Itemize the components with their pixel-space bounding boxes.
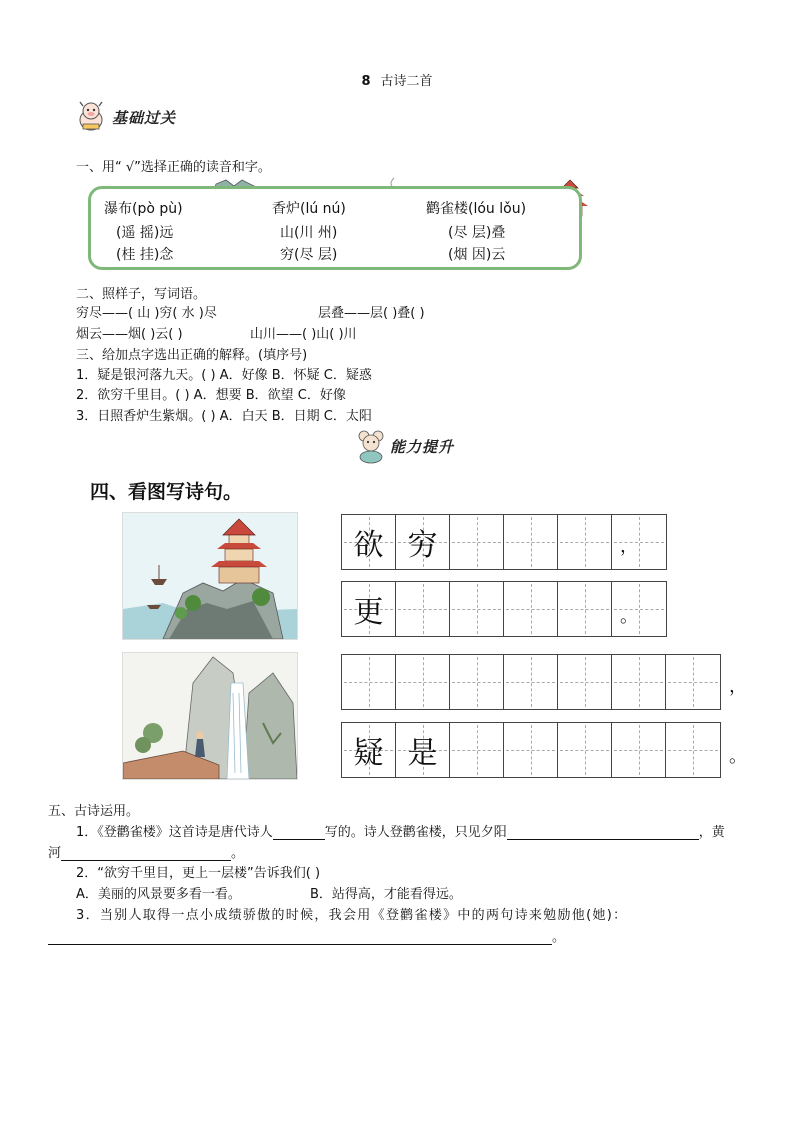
answer-blank[interactable]	[507, 827, 699, 840]
q2-prompt: 二、照样子，写词语。	[76, 287, 207, 302]
grid-cell[interactable]	[666, 655, 720, 709]
grid-cell[interactable]	[450, 515, 504, 569]
q5-item-3-answer: 。	[48, 926, 565, 945]
q1-item-guanian[interactable]: (桂 挂)念	[116, 247, 174, 263]
grid-cell[interactable]	[558, 515, 612, 569]
grid-cell[interactable]	[396, 655, 450, 709]
q4-title: 四、看图写诗句。	[90, 481, 243, 503]
waterfall-landscape-image	[122, 652, 298, 780]
grid-line-1[interactable]	[341, 514, 667, 570]
grid-cell[interactable]: 是	[396, 723, 450, 777]
grid-cell[interactable]	[612, 723, 666, 777]
grid-cell[interactable]	[342, 655, 396, 709]
q2-fill-yanyun[interactable]: 烟云——烟( )云( )	[76, 327, 183, 342]
lesson-title: 古诗二首	[380, 74, 433, 89]
q1-item-guanquelou[interactable]: 鹳雀楼(lóu lǒu)	[426, 201, 527, 217]
tower-landscape-image	[122, 512, 298, 640]
grid-cell[interactable]: 更	[342, 582, 396, 636]
grid-cell[interactable]	[504, 515, 558, 569]
answer-blank[interactable]	[273, 827, 325, 840]
q1-item-shanchuan[interactable]: 山(川 州)	[280, 225, 338, 241]
answer-blank[interactable]	[48, 932, 552, 945]
grid-cell[interactable]	[450, 582, 504, 636]
grid-cell[interactable]	[396, 582, 450, 636]
q1-item-cengdie[interactable]: (尽 层)叠	[448, 225, 506, 241]
grid-cell[interactable]	[504, 723, 558, 777]
grid-cell[interactable]	[504, 582, 558, 636]
grid-cell[interactable]: 疑	[342, 723, 396, 777]
grid-line-3[interactable]	[341, 654, 721, 710]
q3-prompt: 三、给加点字选出正确的解释。(填序号)	[76, 348, 308, 363]
q3-item-3[interactable]: 3．日照香炉生紫烟。( ) A．白天 B．日期 C．太阳	[76, 409, 372, 424]
grid-line-2-punct: 。	[620, 606, 638, 627]
q2-fill-cengdie[interactable]: 层叠——层( )叠( )	[318, 306, 425, 321]
grid-cell[interactable]	[558, 582, 612, 636]
lesson-number: 8	[361, 74, 371, 89]
q3-item-1[interactable]: 1．疑是银河落九天。( ) A．好像 B．怀疑 C．疑惑	[76, 368, 372, 383]
q1-item-yaoyuan[interactable]: (遥 摇)远	[116, 225, 174, 241]
q5-item-1-cont: 河 。	[48, 846, 245, 861]
q5-item-1: 1．《登鹳雀楼》这首诗是唐代诗人 写的。诗人登鹳雀楼，只见夕阳 ，黄	[76, 825, 725, 840]
q1-item-yanyun[interactable]: (烟 因)云	[448, 247, 506, 263]
q5-item-2[interactable]: 2．“欲穷千里目，更上一层楼”告诉我们( )	[76, 866, 321, 881]
q1-item-qiongjin[interactable]: 穷(尽 层)	[280, 247, 338, 263]
mouse-mascot-icon	[356, 428, 386, 464]
q3-item-2[interactable]: 2．欲穷千里目。( ) A．想要 B．欲望 C．好像	[76, 388, 346, 403]
q1-item-xianglu[interactable]: 香炉(lú nú)	[272, 201, 346, 217]
grid-line-3-punct: ，	[729, 676, 747, 697]
grid-cell[interactable]	[504, 655, 558, 709]
q1-prompt: 一、用“ √”选择正确的读音和字。	[76, 160, 271, 175]
section-badge-advanced	[356, 428, 454, 464]
q2-fill-shanchuan[interactable]: 山川——( )山( )川	[250, 327, 357, 342]
grid-cell[interactable]	[558, 655, 612, 709]
cow-mascot-icon	[74, 100, 108, 134]
grid-cell[interactable]: 欲	[342, 515, 396, 569]
q5-option-b[interactable]: B．站得高，才能看得远。	[310, 887, 462, 902]
grid-cell[interactable]	[612, 655, 666, 709]
grid-cell[interactable]	[666, 723, 720, 777]
q5-title: 五、古诗运用。	[48, 804, 140, 819]
grid-line-2[interactable]	[341, 581, 667, 637]
q5-item-3: 3．当别人取得一点小成绩骄傲的时候，我会用《登鹳雀楼》中的两句诗来勉励他(她)：	[76, 908, 628, 923]
badge-basic-text: 基础过关	[112, 108, 177, 127]
grid-line-4[interactable]	[341, 722, 721, 778]
q2-example: 穷尽——( 山 )穷( 水 )尽	[76, 306, 217, 321]
grid-cell[interactable]	[450, 723, 504, 777]
badge-advanced-text: 能力提升	[390, 437, 455, 456]
section-badge-basic	[74, 100, 176, 134]
grid-line-1-punct: ，	[620, 536, 638, 557]
q5-option-a[interactable]: A．美丽的风景要多看一看。	[76, 887, 241, 902]
page-title	[0, 70, 794, 89]
q1-item-pubu[interactable]: 瀑布(pò pù)	[104, 201, 183, 217]
grid-cell[interactable]: 穷	[396, 515, 450, 569]
grid-cell[interactable]	[558, 723, 612, 777]
answer-blank[interactable]	[61, 848, 231, 861]
grid-cell[interactable]	[450, 655, 504, 709]
grid-line-4-punct: 。	[729, 746, 747, 767]
